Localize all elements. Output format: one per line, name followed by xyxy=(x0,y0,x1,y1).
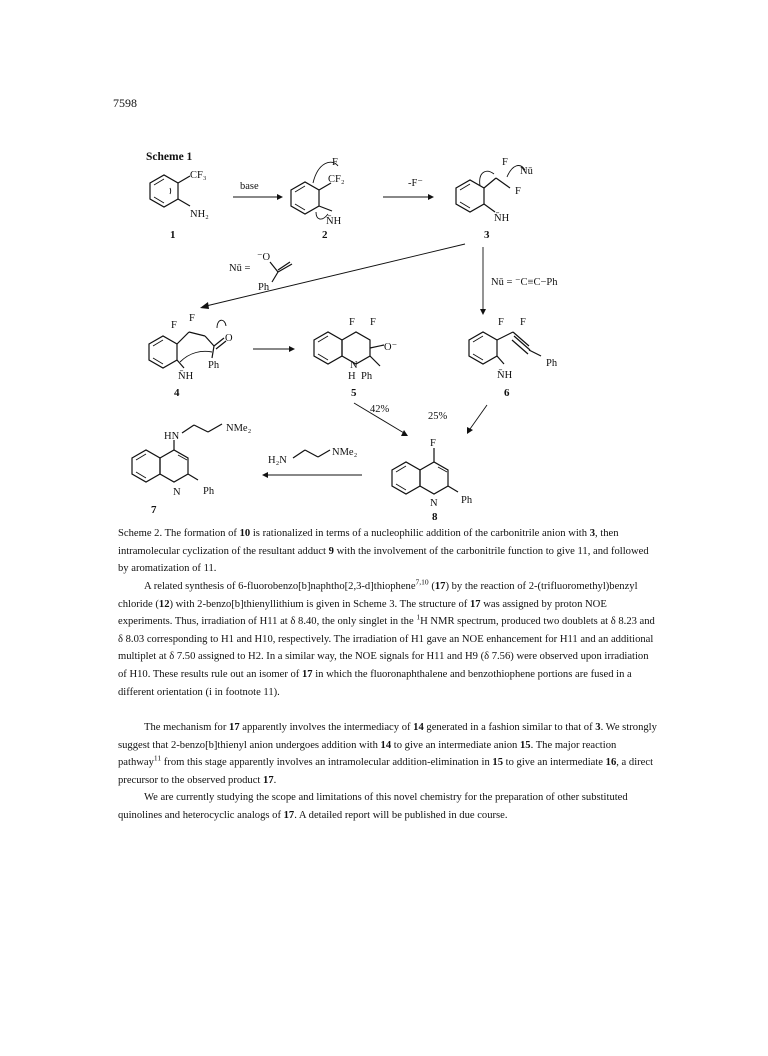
label-f: F xyxy=(349,317,355,328)
compound-number: 2 xyxy=(322,229,328,241)
compound-3-structure xyxy=(456,157,534,224)
label-nme2: NMe₂ xyxy=(226,423,252,434)
label-nh-anion: N̄H xyxy=(494,213,510,224)
yield-label: 25% xyxy=(428,411,448,422)
label-f: F xyxy=(171,320,177,331)
compound-8-structure xyxy=(392,438,473,509)
label-nu: Nū xyxy=(520,166,533,177)
arrow-label-enolate: Nū = xyxy=(229,263,251,274)
amine-reagent xyxy=(268,447,358,466)
compound-number: 1 xyxy=(170,229,176,241)
label-nh2: NH₂ xyxy=(190,209,209,220)
label-f: F xyxy=(430,438,436,449)
paragraph-text: A related synthesis of 6-fluorobenzo[b]naphtho[2,3-d]thiophene$^{7,10}$ (17) by the reaction of 2-(trifluoromethyl)benzyl chloride (12) with 2-benzo[b]thienyllithium is given in Scheme 3. The structure of 17 was assigned by proton NOE experiments. Thus, irradiation of H11 at δ 8.40, the only singlet in the $^1$H NMR spectrum, produced two doublets at δ 8.23 and δ 8.03 corresponding to H1 and H10, respectively. The irradiation of H1 gave an NOE enhancement for H11 and an additional multiplet at δ 7.50 assigned to H2. In a similar way, the NOE signals for H11 and H9 (δ 7.56) were observed upon irradiation of H10. These results rule out an isomer of 17 in which the fluoronaphthalene and benzothiophene portions are fused in a different orientation (i in footnote 11). xyxy=(118,577,655,698)
label-f: F xyxy=(502,157,508,168)
label-f: F xyxy=(515,186,521,197)
label-f: F xyxy=(370,317,376,328)
label-n: N xyxy=(173,487,181,498)
label-nh-anion: N̄H xyxy=(326,216,342,227)
label-f: F xyxy=(520,317,526,328)
label-nh-anion: N̄H xyxy=(497,370,513,381)
label-minus-o: ⁻O xyxy=(257,252,271,263)
compound-number: 8 xyxy=(432,511,438,520)
label-f: F xyxy=(332,157,338,168)
compound-5-structure xyxy=(314,317,397,382)
arrow-label-minus-f: -F⁻ xyxy=(408,178,423,189)
paragraph-scheme-2 xyxy=(118,525,658,578)
enolate-nucleophile xyxy=(229,252,292,293)
compound-number: 3 xyxy=(484,229,490,241)
compound-6-structure xyxy=(469,317,558,381)
paragraph-text: Scheme 2. The formation of 10 is rationalized in terms of a nucleophilic addition of the carbonitrile anion with 3, then intramolecular cyclization of the resultant adduct 9 with the involvement of the carbonitrile function to give 11, and followed by aromatization of 11. xyxy=(118,528,649,575)
label-hn: HN xyxy=(164,431,180,442)
label-ph: Ph xyxy=(546,358,558,369)
compound-4-structure xyxy=(149,313,233,382)
arrow-label-alkynyl: Nū = ⁻C≡C−Ph xyxy=(491,277,558,288)
label-cf3: CF₃ xyxy=(190,170,207,181)
label-ph: Ph xyxy=(361,371,373,382)
paragraph-conclusion xyxy=(118,789,658,824)
label-f: F xyxy=(189,313,195,324)
compound-number: 5 xyxy=(351,387,357,399)
label-cf2: CF₂ xyxy=(328,174,345,185)
compound-7-structure xyxy=(132,423,252,498)
label-h: H xyxy=(348,371,356,382)
label-ph: Ph xyxy=(208,360,220,371)
compound-number: 7 xyxy=(151,504,157,516)
yield-label: 42% xyxy=(370,404,390,415)
label-nh-anion: N̄H xyxy=(178,371,194,382)
compound-number: 4 xyxy=(174,387,180,399)
label-n: N xyxy=(430,498,438,509)
scheme-title: Scheme 1 xyxy=(146,151,193,163)
compound-2-structure xyxy=(291,157,345,227)
label-ph: Ph xyxy=(258,282,270,293)
compound-number: 6 xyxy=(504,387,510,399)
label-nme2: NMe₂ xyxy=(332,447,358,458)
label-f: F xyxy=(498,317,504,328)
paragraph-text: The mechanism for 17 apparently involves the intermediacy of 14 generated in a fashion similar to that of 3. We strongly suggest that 2-benzo[b]thienyl anion undergoes addition with 14 to give an intermediate anion 15. The major reaction pathway$^{11}$ from this stage apparently involves an intramolecular addition-elimination in 15 to give an intermediate 16, a direct precursor to the observed product 17. xyxy=(118,722,657,786)
label-ph: Ph xyxy=(203,486,215,497)
reaction-scheme xyxy=(0,0,768,520)
compound-1-structure xyxy=(150,170,209,220)
paragraph-synthesis xyxy=(118,578,658,701)
paragraph-text: We are currently studying the scope and limitations of this novel chemistry for the preparation of other substituted quinolines and heterocyclic analogs of 17. A detailed report will be published in due course. xyxy=(118,792,628,821)
label-n: N xyxy=(350,360,358,371)
arrow-label-base: base xyxy=(240,181,259,192)
label-ph: Ph xyxy=(461,495,473,506)
label-h2n: H₂N xyxy=(268,455,287,466)
label-o: O xyxy=(225,333,233,344)
label-o-minus: O⁻ xyxy=(384,342,398,353)
paragraph-mechanism xyxy=(118,719,658,789)
page-number: 7598 xyxy=(113,96,137,110)
